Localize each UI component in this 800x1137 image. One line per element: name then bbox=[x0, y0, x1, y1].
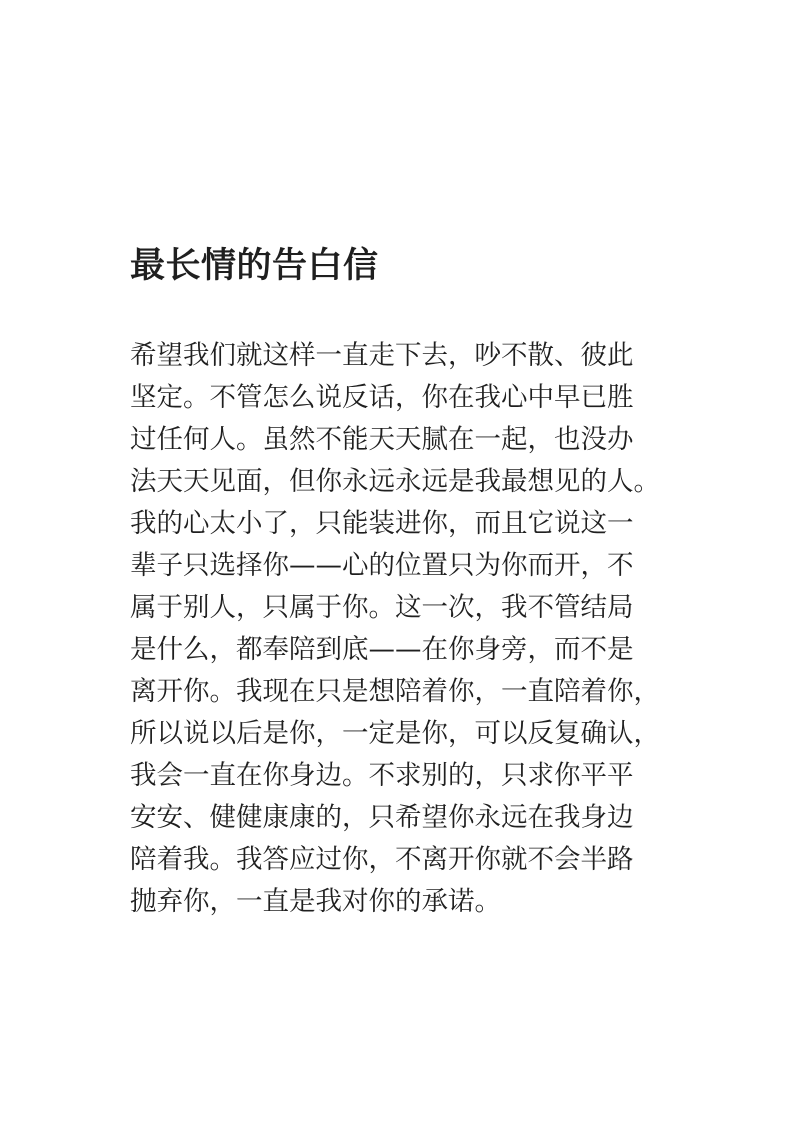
text-line: 我会一直在你身边。不求别的，只求你平平 bbox=[130, 760, 634, 791]
text-line: 希望我们就这样一直走下去，吵不散、彼此 bbox=[130, 340, 634, 371]
text-line: 陪着我。我答应过你，不离开你就不会半路 bbox=[130, 844, 634, 875]
text-line: 坚定。不管怎么说反话，你在我心中早已胜 bbox=[130, 382, 634, 413]
letter-body bbox=[130, 335, 690, 923]
text-line: 所以说以后是你，一定是你，可以反复确认， bbox=[130, 718, 660, 749]
text-line: 过任何人。虽然不能天天腻在一起，也没办 bbox=[130, 424, 634, 455]
text-line: 安安、健健康康的，只希望你永远在我身边 bbox=[130, 802, 634, 833]
text-line: 属于别人，只属于你。这一次，我不管结局 bbox=[130, 592, 634, 623]
page-title: 最长情的告白信 bbox=[130, 246, 379, 286]
text-line: 我的心太小了，只能装进你，而且它说这一 bbox=[130, 508, 634, 539]
text-line: 是什么，都奉陪到底——在你身旁，而不是 bbox=[130, 634, 634, 665]
text-line: 离开你。我现在只是想陪着你，一直陪着你， bbox=[130, 676, 660, 707]
text-line: 法天天见面，但你永远永远是我最想见的人。 bbox=[130, 466, 660, 497]
text-line: 抛弃你，一直是我对你的承诺。 bbox=[130, 886, 501, 917]
text-line: 辈子只选择你——心的位置只为你而开，不 bbox=[130, 550, 634, 581]
